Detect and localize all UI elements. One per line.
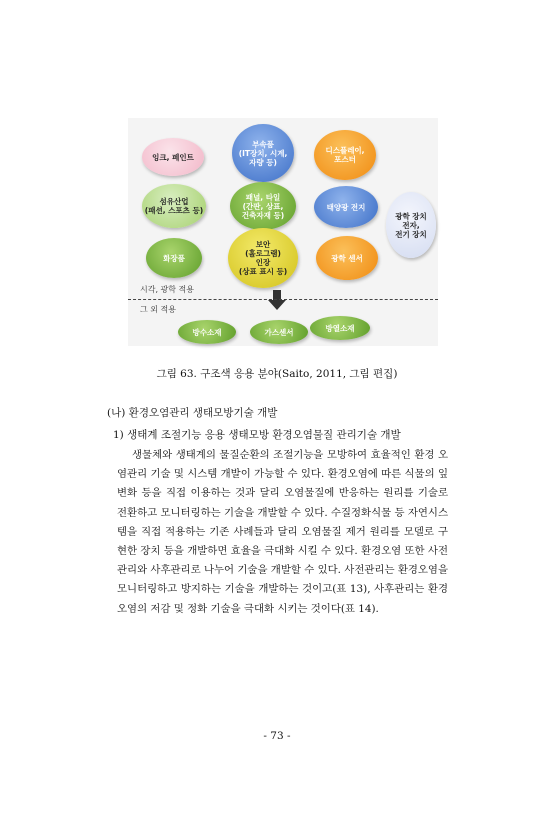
divider-line [128,299,438,300]
node-security: 보안 (홀로그램) 인장 (상표 표시 등) [228,228,298,288]
figure-caption: 그림 63. 구조색 응용 분야(Saito, 2011, 그림 편집) [156,368,398,380]
node-cosmetics: 화장품 [146,238,202,278]
body-paragraph: 생물체와 생태계의 물질순환의 조절기능을 모방하여 효율적인 환경 오염관리 기술 및 시스템 개발이 가능할 수 있다. 환경오염에 따른 식물의 잎 변화 등을 직접 이용하는 것과 달리 오염물질에 반응하는 원리를 기술로 전환하고 모니터링하는 기술을 개발할 수 있다. 수질정화식물 등 자연시스템을 직접 적용하는 기존 사례들과 달리 오염물질 제거 원리를 모델로 구현한 장치 등을 개발하면 효율을 극대화 시킬 수 있다. 환경오염 또한 사전관리와 사후관리로 나누어 기술을 개발할 수 있다. 사전관리는 환경오염을 모니터링하고 방지하는 기술을 개발하는 것이고(표 13), 사후관리는 환경오염의 저감 및 정화 기술을 극대화 시키는 것이다(표 14). [117,449,448,615]
node-heat-dissipation: 방열소재 [310,316,370,340]
node-fiber: 섬유산업 (패션, 스포츠 등) [142,184,206,228]
node-panel: 패널, 타일 (간판, 상표, 건축자재 등) [230,182,296,230]
page-number: - 73 - [263,730,291,742]
section-heading: (나) 환경오염관리 생태모방기술 개발 [107,407,278,419]
node-display: 디스플레이, 포스터 [314,130,376,180]
subsection-heading: 1) 생태계 조절기능 응용 생태모방 환경오염물질 관리기술 개발 [113,429,401,441]
node-optical-sensor: 광학 센서 [316,236,378,280]
label-visual-optical: 시각, 광학 적용 [140,285,194,294]
node-parts: 부속품 (IT장치, 시계, 자량 등) [232,124,294,182]
arrow-down-icon [268,300,286,310]
node-gas-sensor: 가스센서 [250,320,308,344]
node-solar: 태양광 전지 [314,186,378,228]
node-optical-device: 광학 장치 전자, 전기 장치 [386,192,436,258]
node-ink: 잉크, 페인트 [142,138,204,176]
node-waterproof: 방수소재 [178,320,236,344]
label-other-applications: 그 외 적용 [140,305,176,314]
application-diagram [128,118,438,346]
